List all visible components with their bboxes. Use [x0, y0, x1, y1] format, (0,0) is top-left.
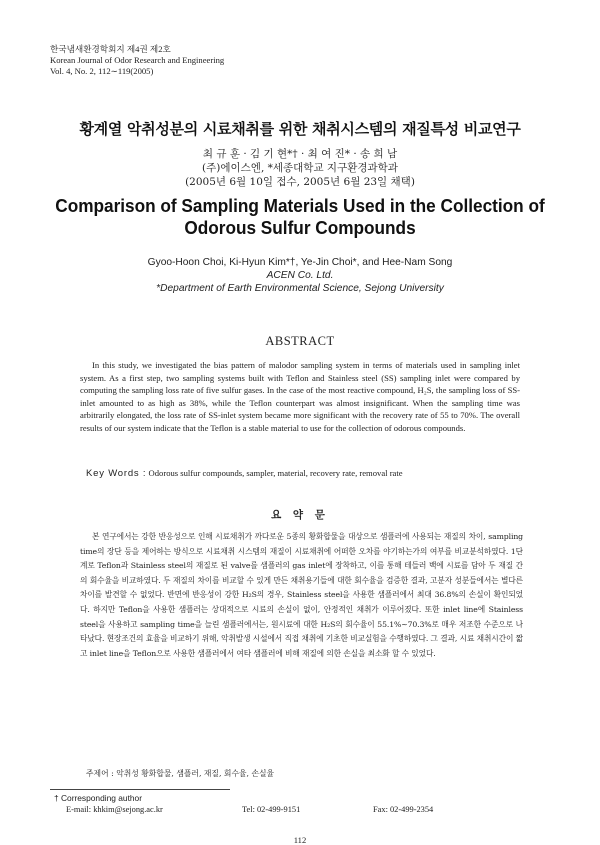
journal-korean-name: 한국냄새환경학회지 제4권 제2호 [50, 44, 171, 54]
department-name: *Department of Earth Environmental Science, Sejong University [156, 283, 444, 294]
korean-title: 황계열 악취성분의 시료채취를 위한 채취시스템의 재질특성 비교연구 [79, 120, 521, 138]
keywords-text: Odorous sulfur compounds, sampler, material, recovery rate, removal rate [148, 468, 403, 478]
korean-abstract-heading: 요 약 문 [271, 509, 329, 521]
abstract-text [80, 359, 520, 435]
contact-email: E-mail: khkim@sejong.ac.kr [66, 805, 163, 814]
journal-english-name: Korean Journal of Odor Research and Engineering [50, 55, 225, 65]
journal-volume-info: Vol. 4, No. 2, 112∼119(2005) [50, 66, 154, 76]
english-title [21, 195, 579, 239]
korean-author-names: 최 규 훈 · 김 기 현*† · 최 여 진* · 송 희 남 [202, 148, 398, 160]
english-title-line2: Odorous Sulfur Compounds [184, 217, 416, 238]
keywords-label: Key Words : [86, 468, 147, 479]
corresponding-author-note: † Corresponding author [54, 793, 142, 803]
korean-keywords-line [86, 768, 274, 779]
keywords-line [86, 468, 526, 479]
contact-tel: Tel: 02-499-9151 [242, 805, 301, 814]
footnote-divider [50, 789, 230, 790]
abstract-body: In this study, we investigated the bias pattern of malodor sampling system in terms of materials used in sampling inlet system. As a first step, two sampling systems built with Teflon and Stainless steel (SS) sampling inlet were compared by computing the sampling loss rate of five sulfur gases. In the case of the most reactive compound, H₂S, the sampling loss of SS-inlet amounted to as high as 38%, while the Teflon counterpart was almost insignificant. When the sampling time was arbitrarily elongated, the loss rate of SS-inlet system became more significant with the recovery rate of 55 to 70%. The overall results of our system indicate that the Teflon is a stable material to use for the collection of odorous compounds. [80, 360, 520, 433]
korean-abstract-text [80, 530, 523, 661]
submission-dates: (2005년 6월 10일 접수, 2005년 6월 23일 채택) [185, 176, 415, 188]
korean-abstract-body: 본 연구에서는 강한 반응성으로 인해 시료채취가 까다로운 5종의 황화합물을 대상으로 샘플러에 사용되는 재질의 차이, sampling time의 장단 등을 제어하는 방식으로 시료채취 시스템의 재질이 시료채취에 어떠한 오차를 야기하는가의 여부를 비교분석하였다. 1단계로 Teflon과 Stainless steel의 재질로 된 valve를 샘플러의 gas inlet에 장착하고, 이를 통해 테들러 백에 시료를 담아 두 재질 간의 회수율을 비교하였다. 두 재질의 차이를 비교할 수 있게 만든 채취용기들에 대한 회수율을 검증한 결과, 고분자 성분들에서는 별다른 차이를 발견할 수 없었다. 반면에 반응성이 강한 H₂S의 경우, Stainless steel을 사용한 샘플러에서 최대 36.8%의 손실이 확인되었다. 하지만 Teflon을 사용한 샘플러는 상대적으로 시료의 손실이 없이, 안정적인 채취가 이루어졌다. 또한 inlet line에 Stainless steel을 사용하고 sampling time을 늘린 샘플러에서는, 원시료에 대한 H₂S의 회수율이 55.1%∼70.3%로 매우 저조한 수준으로 나타났다. 현장조건의 효율을 비교하기 위해, 악취발생 시설에서 직접 채취에 기초한 비교실험을 수행하였다. 그 결과, 시료 채취시간이 짧고 inlet line을 Teflon으로 사용한 샘플러에서 여타 샘플러에 비해 재질에 의한 손실을 최소화 할 수 있었다. [80, 532, 523, 658]
english-title-line1: Comparison of Sampling Materials Used in the Collection of [55, 195, 545, 216]
journal-header [50, 44, 224, 77]
company-name: ACEN Co. Ltd. [266, 270, 334, 281]
contact-fax: Fax: 02-499-2354 [373, 805, 434, 814]
abstract-heading: ABSTRACT [265, 334, 335, 348]
korean-keywords-label: 주제어 : [86, 769, 114, 778]
korean-keywords-text: 악취성 황화합물, 샘플러, 재질, 회수율, 손실율 [116, 769, 275, 778]
korean-authors-block [0, 147, 600, 189]
page-number: 112 [293, 835, 307, 845]
korean-affiliation: (주)에이스엔, *세종대학교 지구환경과학과 [202, 162, 398, 174]
english-author-names: Gyoo-Hoon Choi, Ki-Hyun Kim*†, Ye-Jin Choi*, and Hee-Nam Song [147, 257, 453, 268]
english-authors-block [0, 256, 600, 295]
